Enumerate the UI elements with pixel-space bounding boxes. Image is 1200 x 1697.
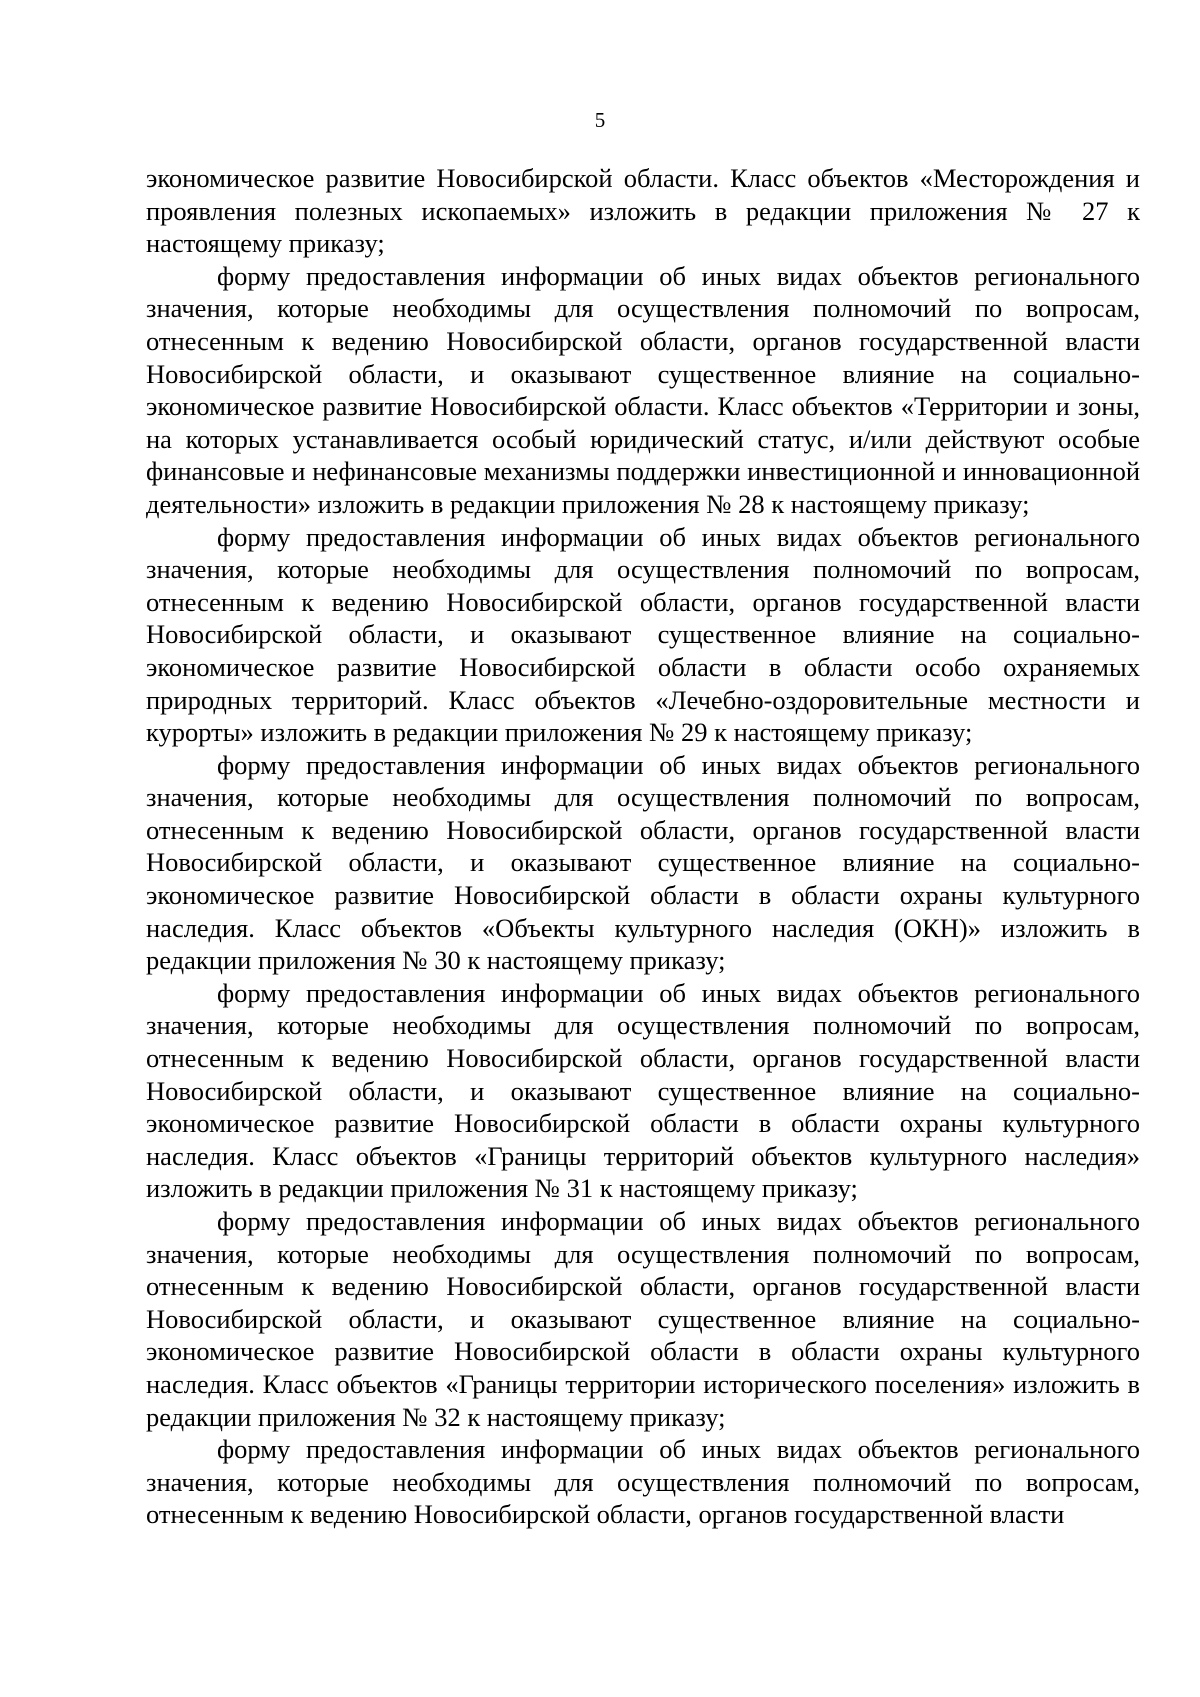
paragraph-appendix-28: форму предоставления информации об иных видах объектов регионального значения, которые необходимы для осуществления полномочий по вопросам, отнесенным к ведению Новосибирской области, органов государственной власти Новосибирской области, и оказывают существенное влияние на социально-экономическое развитие Новосибирской области. Класс объектов «Территории и зоны, на которых устанавливается особый юридический статус, и/или действуют особые финансовые и нефинансовые механизмы поддержки инвестиционной и инновационной деятельности» изложить в редакции приложения № 28 к настоящему приказу; xyxy=(146,260,1140,519)
paragraph-appendix-32: форму предоставления информации об иных видах объектов регионального значения, которые необходимы для осуществления полномочий по вопросам, отнесенным к ведению Новосибирской области, органов государственной власти Новосибирской области, и оказывают существенное влияние на социально-экономическое развитие Новосибирской области в области охраны культурного наследия. Класс объектов «Границы территории исторического поселения» изложить в редакции приложения № 32 к настоящему приказу; xyxy=(146,1206,1140,1432)
paragraph-next-truncated: форму предоставления информации об иных видах объектов регионального значения, которые необходимы для осуществления полномочий по вопросам, отнесенным к ведению Новосибирской области, органов государственной власти xyxy=(146,1434,1140,1530)
document-body xyxy=(146,162,1140,1531)
paragraph-continuation: экономическое развитие Новосибирской области. Класс объектов «Месторождения и проявления полезных ископаемых» изложить в редакции приложения № 27 к настоящему приказу; xyxy=(146,163,1140,259)
page-number: 5 xyxy=(594,108,606,132)
paragraph-appendix-30: форму предоставления информации об иных видах объектов регионального значения, которые необходимы для осуществления полномочий по вопросам, отнесенным к ведению Новосибирской области, органов государственной власти Новосибирской области, и оказывают существенное влияние на социально-экономическое развитие Новосибирской области в области охраны культурного наследия. Класс объектов «Объекты культурного наследия (ОКН)» изложить в редакции приложения № 30 к настоящему приказу; xyxy=(146,749,1140,976)
paragraph-appendix-29: форму предоставления информации об иных видах объектов регионального значения, которые необходимы для осуществления полномочий по вопросам, отнесенным к ведению Новосибирской области, органов государственной власти Новосибирской области, и оказывают существенное влияние на социально-экономическое развитие Новосибирской области в области особо охраняемых природных территорий. Класс объектов «Лечебно-оздоровительные местности и курорты» изложить в редакции приложения № 29 к настоящему приказу; xyxy=(146,521,1140,748)
paragraph-appendix-31: форму предоставления информации об иных видах объектов регионального значения, которые необходимы для осуществления полномочий по вопросам, отнесенным к ведению Новосибирской области, органов государственной власти Новосибирской области, и оказывают существенное влияние на социально-экономическое развитие Новосибирской области в области охраны культурного наследия. Класс объектов «Границы территорий объектов культурного наследия» изложить в редакции приложения № 31 к настоящему приказу; xyxy=(146,977,1140,1204)
